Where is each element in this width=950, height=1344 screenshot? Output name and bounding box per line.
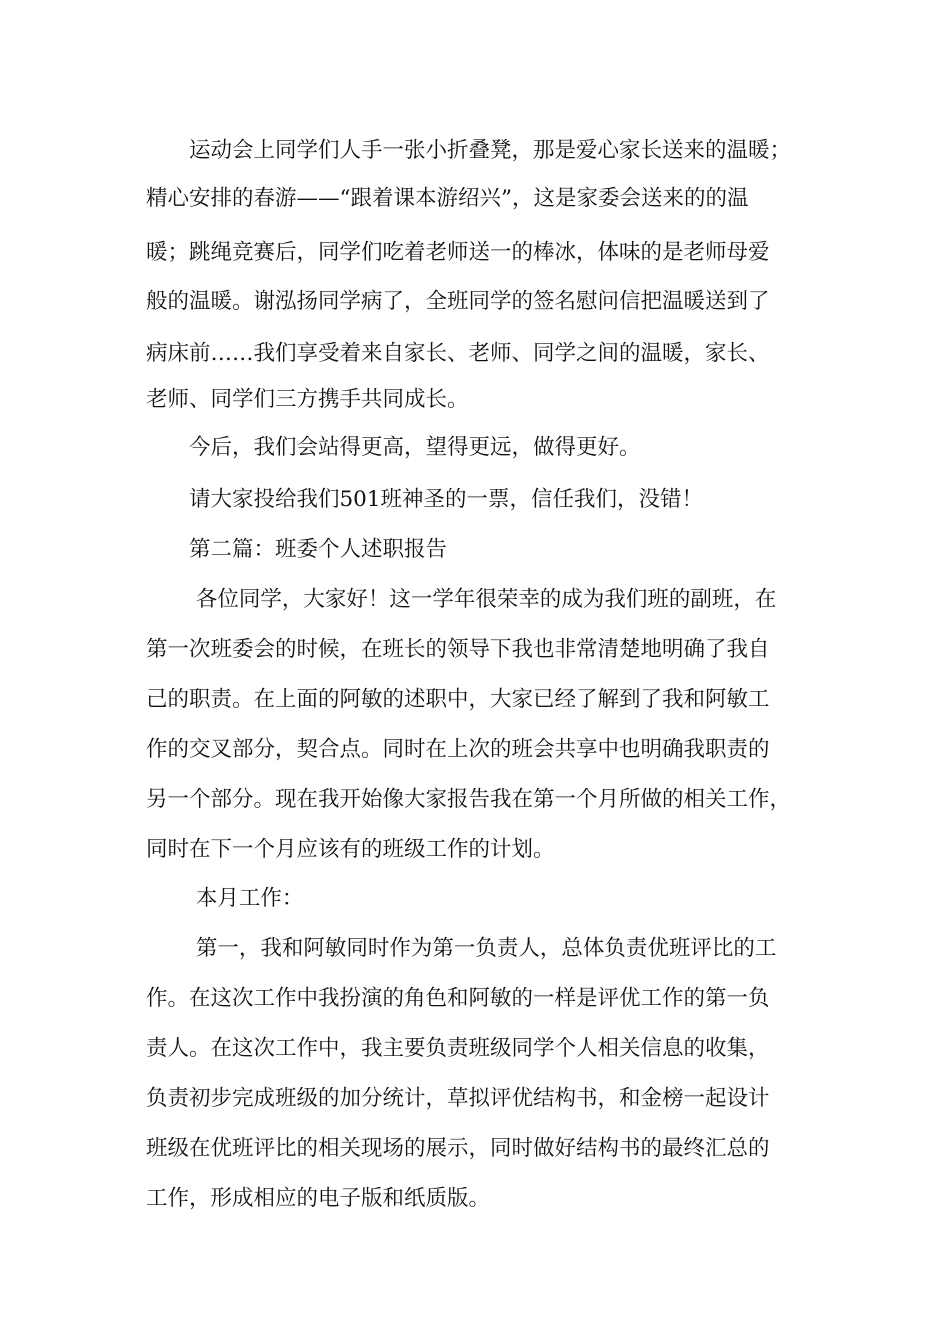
- text-line: 精心安排的春游——“跟着课本游绍兴”，这是家委会送来的的温: [146, 186, 749, 211]
- text-line: 各位同学，大家好！这一学年很荣幸的成为我们班的副班，在: [146, 587, 777, 612]
- text-line: 暖；跳绳竞赛后，同学们吃着老师送一的棒冰，体味的是老师母爱: [146, 240, 770, 265]
- text-line: 第一，我和阿敏同时作为第一负责人，总体负责优班评比的工: [146, 936, 777, 961]
- text-line: 今后，我们会站得更高，望得更远，做得更好。: [146, 435, 641, 460]
- text-line: 工作，形成相应的电子版和纸质版。: [146, 1186, 491, 1211]
- text-line: 运动会上同学们人手一张小折叠凳，那是爱心家长送来的温暖；: [146, 138, 792, 163]
- text-line: 负责初步完成班级的加分统计，草拟评优结构书，和金榜一起设计: [146, 1086, 770, 1111]
- section-heading: 第二篇：班委个人述职报告: [146, 537, 448, 562]
- text-line: 病床前……我们享受着来自家长、老师、同学之间的温暖，家长、: [146, 341, 770, 366]
- text-line: 作。在这次工作中我扮演的角色和阿敏的一样是评优工作的第一负: [146, 986, 770, 1011]
- text-line: 同时在下一个月应该有的班级工作的计划。: [146, 837, 555, 862]
- text-line: 己的职责。在上面的阿敏的述职中，大家已经了解到了我和阿敏工: [146, 687, 770, 712]
- text-line: 另一个部分。现在我开始像大家报告我在第一个月所做的相关工作，: [146, 787, 792, 812]
- text-line: 作的交叉部分，契合点。同时在上次的班会共享中也明确我职责的: [146, 737, 770, 762]
- text-line: 责人。在这次工作中，我主要负责班级同学个人相关信息的收集，: [146, 1036, 770, 1061]
- text-line: 第一次班委会的时候，在班长的领导下我也非常清楚地明确了我自: [146, 637, 770, 662]
- text-line: 班级在优班评比的相关现场的展示，同时做好结构书的最终汇总的: [146, 1136, 770, 1161]
- subheading: 本月工作：: [146, 886, 304, 911]
- text-line: 老师、同学们三方携手共同成长。: [146, 387, 469, 412]
- text-line: 般的温暖。谢泓扬同学病了，全班同学的签名慰问信把温暖送到了: [146, 289, 770, 314]
- text-line: 请大家投给我们501班神圣的一票，信任我们，没错！: [146, 487, 704, 512]
